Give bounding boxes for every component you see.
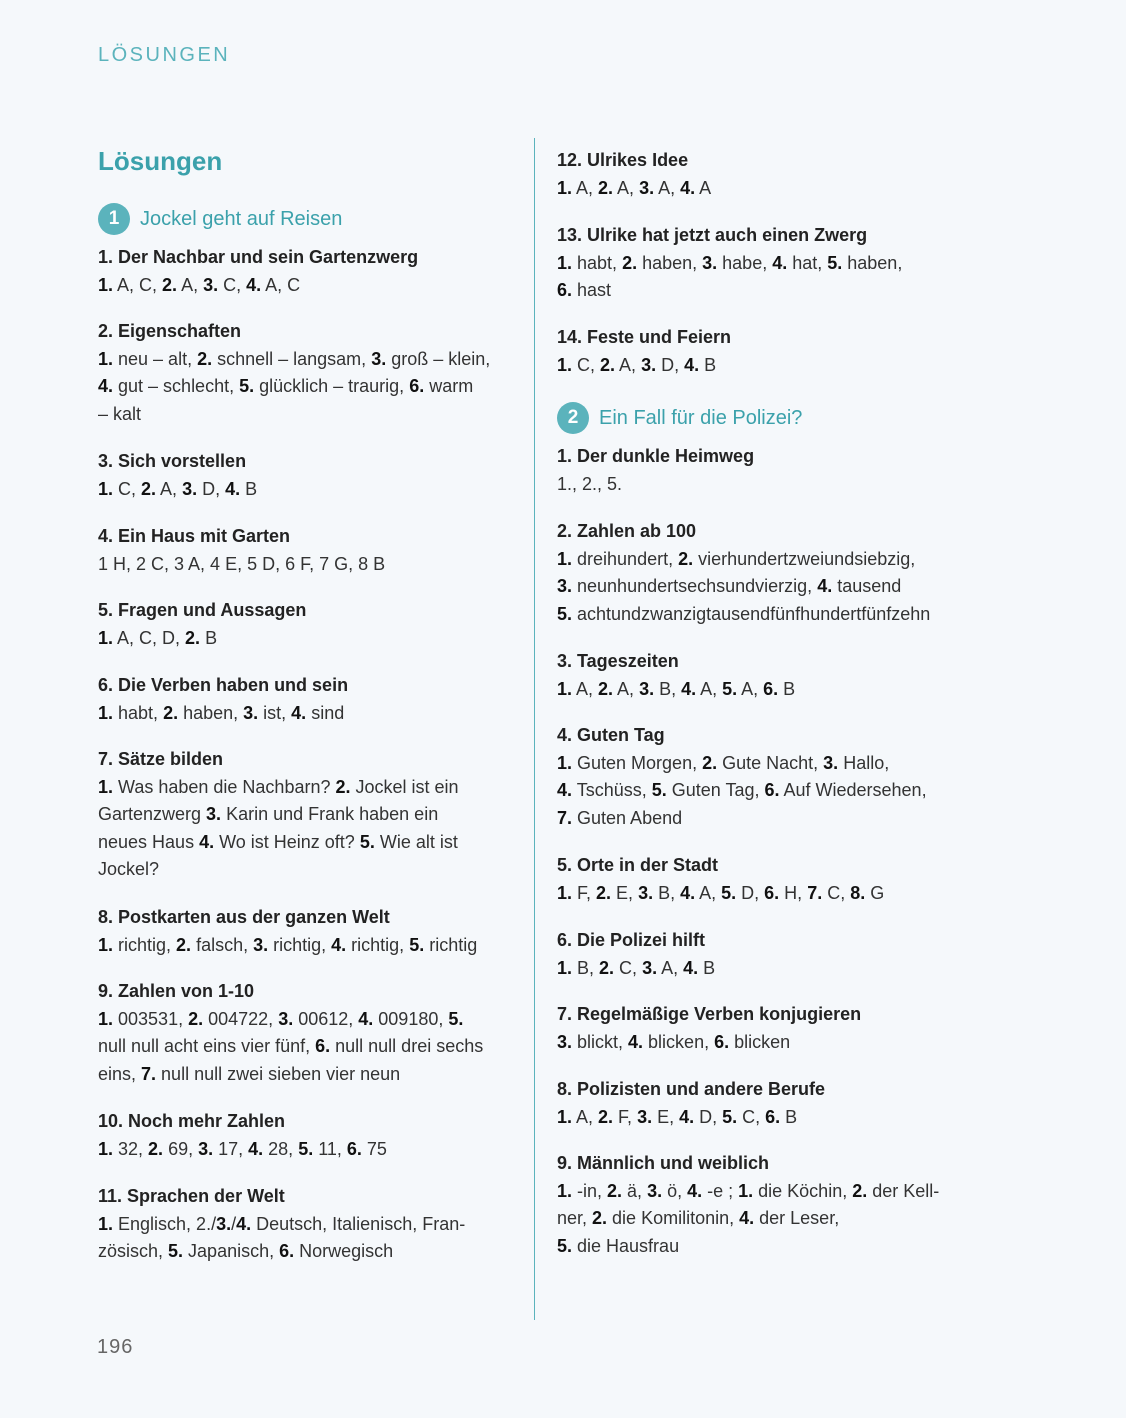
exercise-answer-line: 1. A, 2. F, 3. E, 4. D, 5. C, 6. B [557, 1106, 798, 1127]
exercise-block [557, 1150, 997, 1260]
exercise-answer-line: 7. Guten Abend [557, 807, 683, 828]
exercise-block [557, 1076, 997, 1131]
chapter-1-heading [98, 203, 342, 235]
exercise-title: 5. Fragen und Aussagen [98, 600, 307, 620]
exercise-answer-line: 1. -in, 2. ä, 3. ö, 4. -e ; 1. die Köchin, 2. der Kell- [557, 1180, 940, 1201]
exercise-title: 7. Regelmäßige Verben konjugieren [557, 1004, 862, 1024]
exercise-title: 8. Postkarten aus der ganzen Welt [98, 907, 390, 927]
exercise-block [557, 648, 997, 703]
exercise-block [557, 443, 997, 498]
exercise-block [98, 597, 538, 652]
exercise-title: 6. Die Verben haben und sein [98, 675, 349, 695]
exercise-answer-line: Gartenzwerg 3. Karin und Frank haben ein [98, 804, 439, 824]
exercise-block [557, 147, 997, 202]
exercise-title: 4. Ein Haus mit Garten [98, 526, 291, 546]
exercise-title: 3. Tageszeiten [557, 651, 679, 671]
exercise-block [98, 1183, 538, 1266]
exercise-title: 14. Feste und Feiern [557, 327, 732, 347]
exercise-block [98, 1108, 538, 1163]
exercise-title: 4. Guten Tag [557, 725, 665, 745]
exercise-answer-line: ner, 2. die Komilitonin, 4. der Leser, [557, 1208, 840, 1228]
exercise-answer-line: neues Haus 4. Wo ist Heinz oft? 5. Wie alt ist [98, 831, 458, 852]
exercise-block [557, 1001, 997, 1056]
exercise-answer-line: 1. Englisch, 2./3./4. Deutsch, Italienisch, Fran- [98, 1213, 466, 1234]
chapter-number-badge: 1 [98, 203, 130, 235]
exercise-title: 6. Die Polizei hilft [557, 930, 706, 950]
chapter-number-badge: 2 [557, 402, 589, 434]
exercise-answer-line: 3. blickt, 4. blicken, 6. blicken [557, 1031, 791, 1052]
exercise-answer-line: 1. B, 2. C, 3. A, 4. B [557, 957, 716, 978]
exercise-block [98, 978, 538, 1088]
exercise-block [98, 318, 538, 428]
exercise-block [98, 523, 538, 578]
exercise-answer-line: eins, 7. null null zwei sieben vier neun [98, 1063, 401, 1084]
exercise-answer-line: 1. A, C, 2. A, 3. C, 4. A, C [98, 274, 301, 295]
page-number: 196 [97, 1336, 134, 1358]
exercise-title: 8. Polizisten und andere Berufe [557, 1079, 826, 1099]
exercise-block [557, 852, 997, 907]
exercise-title: 1. Der dunkle Heimweg [557, 446, 755, 466]
exercise-answer-line: 1. F, 2. E, 3. B, 4. A, 5. D, 6. H, 7. C, 8. G [557, 882, 885, 903]
exercise-answer-line: 1. 003531, 2. 004722, 3. 00612, 4. 009180, 5. [98, 1008, 464, 1029]
exercise-answer-line: 3. neunhundertsechsundvierzig, 4. tausend [557, 576, 902, 596]
exercise-title: 11. Sprachen der Welt [98, 1186, 285, 1206]
exercise-title: 2. Eigenschaften [98, 321, 242, 341]
exercise-block [557, 927, 997, 982]
page-title: Lösungen [98, 146, 223, 176]
exercise-answer-line: 1. Guten Morgen, 2. Gute Nacht, 3. Hallo, [557, 752, 890, 773]
exercise-answer-line: 1. richtig, 2. falsch, 3. richtig, 4. richtig, 5. richtig [98, 934, 478, 955]
chapter-2-heading [557, 402, 802, 434]
exercise-title: 13. Ulrike hat jetzt auch einen Zwerg [557, 225, 868, 245]
exercise-block [557, 324, 997, 379]
exercise-answer-line: Jockel? [98, 859, 160, 879]
exercise-answer-line: 1. A, 2. A, 3. B, 4. A, 5. A, 6. B [557, 678, 796, 699]
exercise-answer-line: 1., 2., 5. [557, 473, 623, 494]
exercise-block [98, 448, 538, 503]
exercise-block [98, 244, 538, 299]
exercise-answer-line: 1. dreihundert, 2. vierhundertzweiundsiebzig, [557, 548, 916, 569]
exercise-answer-line: 1. Was haben die Nachbarn? 2. Jockel ist ein [98, 776, 459, 797]
exercise-answer-line: 1. C, 2. A, 3. D, 4. B [557, 354, 717, 375]
exercise-title: 5. Orte in der Stadt [557, 855, 719, 875]
exercise-answer-line: 4. Tschüss, 5. Guten Tag, 6. Auf Wiedersehen, [557, 780, 927, 800]
exercise-title: 10. Noch mehr Zahlen [98, 1111, 286, 1131]
exercise-answer-line: 1. habt, 2. haben, 3. habe, 4. hat, 5. haben, [557, 252, 903, 273]
chapter-title: Ein Fall für die Polizei? [599, 406, 803, 429]
exercise-answer-line: null null acht eins vier fünf, 6. null null drei sechs [98, 1036, 484, 1056]
exercise-title: 1. Der Nachbar und sein Gartenzwerg [98, 247, 419, 267]
exercise-answer-line: 1. habt, 2. haben, 3. ist, 4. sind [98, 702, 345, 723]
exercise-answer-line: 1. A, 2. A, 3. A, 4. A [557, 177, 712, 198]
exercise-title: 12. Ulrikes Idee [557, 150, 689, 170]
exercise-answer-line: 1. neu – alt, 2. schnell – langsam, 3. groß – klein, [98, 348, 491, 369]
exercise-block [557, 722, 997, 832]
exercise-block [557, 518, 997, 628]
exercise-block [98, 746, 538, 884]
exercise-answer-line: – kalt [98, 403, 142, 424]
exercise-answer-line: 6. hast [557, 280, 612, 300]
exercise-answer-line: 1. 32, 2. 69, 3. 17, 4. 28, 5. 11, 6. 75 [98, 1138, 387, 1159]
exercise-answer-line: 4. gut – schlecht, 5. glücklich – traurig, 6. warm [98, 376, 474, 396]
exercise-answer-line: 1. A, C, D, 2. B [98, 627, 218, 648]
exercise-block [557, 222, 997, 305]
exercise-answer-line: 5. die Hausfrau [557, 1235, 680, 1256]
exercise-title: 3. Sich vorstellen [98, 451, 247, 471]
exercise-answer-line: 1. C, 2. A, 3. D, 4. B [98, 478, 258, 499]
running-head: LÖSUNGEN [98, 44, 231, 66]
exercise-answer-line: zösisch, 5. Japanisch, 6. Norwegisch [98, 1241, 394, 1261]
exercise-block [98, 672, 538, 727]
exercise-title: 9. Zahlen von 1-10 [98, 981, 255, 1001]
exercise-answer-line: 5. achtundzwanzigtausendfünfhundertfünfzehn [557, 603, 931, 624]
exercise-title: 7. Sätze bilden [98, 749, 224, 769]
chapter-title: Jockel geht auf Reisen [140, 207, 343, 230]
exercise-answer-line: 1 H, 2 C, 3 A, 4 E, 5 D, 6 F, 7 G, 8 B [98, 553, 386, 574]
exercise-title: 9. Männlich und weiblich [557, 1153, 770, 1173]
exercise-block [98, 904, 538, 959]
exercise-title: 2. Zahlen ab 100 [557, 521, 697, 541]
